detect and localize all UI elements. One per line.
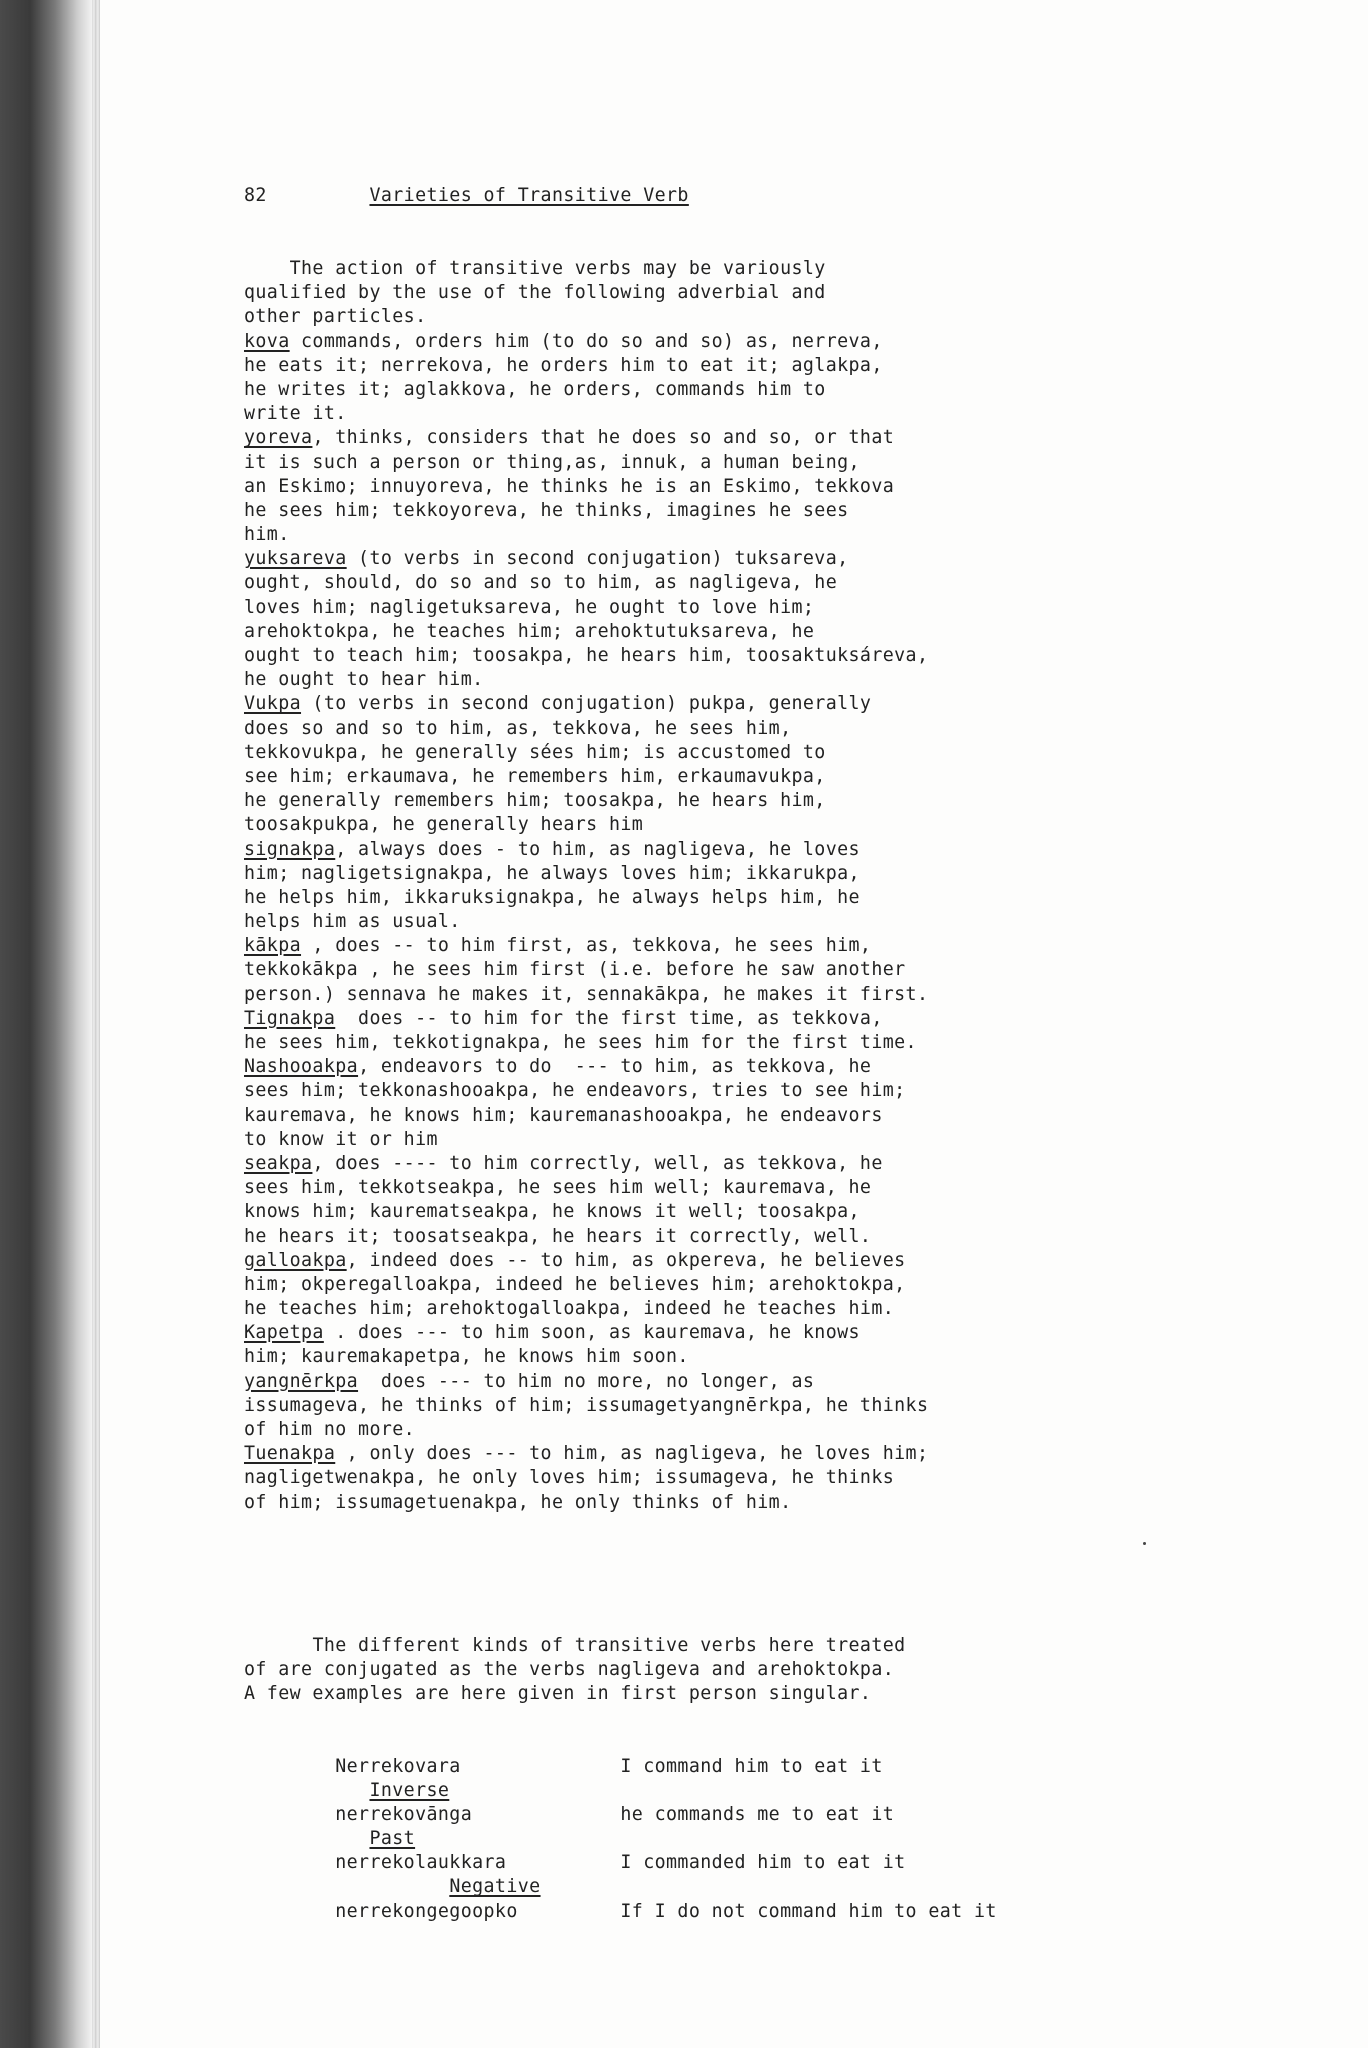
line-text: arehoktokpa, he teaches him; arehoktutuksareva, he (244, 620, 815, 642)
line-text: he teaches him; arehoktogalloakpa, indeed he teaches him. (244, 1298, 895, 1320)
tense-label: Inverse (369, 1779, 450, 1801)
line-text: to know it or him (244, 1128, 438, 1150)
body-line (244, 571, 1124, 595)
body-line (244, 1297, 1124, 1321)
body-line (244, 958, 1124, 982)
body-line (244, 378, 1124, 402)
line-text: kauremava, he knows him; kauremanashooakpa, he endeavors (244, 1104, 883, 1126)
particle-term: Nashooakpa (244, 1056, 359, 1078)
body-line (244, 717, 1124, 741)
body-line (244, 499, 1124, 523)
tense-label: Negative (449, 1876, 541, 1898)
particle-term: yoreva (244, 427, 313, 449)
line-text: write it. (244, 403, 347, 425)
line-text: it is such a person or thing,as, innuk, a human being, (244, 451, 860, 473)
line-text: , thinks, considers that he does so and so, or that (312, 427, 895, 449)
body-line (244, 1442, 1124, 1466)
body-line (244, 1466, 1124, 1490)
line-text: of him no more. (244, 1419, 416, 1440)
line-text: commands, orders him (to do so and so) as, nerreva, (289, 330, 883, 352)
particle-term: Kapetpa (244, 1322, 324, 1344)
body-line (244, 765, 1124, 789)
body-line (244, 1225, 1124, 1249)
example-row (244, 1755, 1124, 1779)
body-line (244, 523, 1124, 547)
body-line (244, 741, 1124, 765)
line-text: tekkokākpa , he sees him first (i.e. before he saw another (244, 959, 906, 981)
body-line (244, 1055, 1124, 1079)
body-line (244, 1345, 1124, 1369)
line-text: tekkovukpa, he generally sées him; is accustomed to (244, 741, 826, 763)
body-line (244, 910, 1124, 934)
body-line (244, 281, 1124, 305)
line-text: he helps him, ikkaruksignakpa, he always helps him, he (244, 886, 860, 908)
page-text (244, 136, 1124, 1948)
line-text: issumageva, he thinks of him; issumagetyangnērkpa, he thinks (244, 1394, 929, 1416)
body-line (244, 692, 1124, 716)
line-text: of are conjugated as the verbs nagligeva and arehoktokpa. (244, 1658, 895, 1680)
body-line (244, 668, 1124, 692)
line-text: , endeavors to do --- to him, as tekkova, he (358, 1056, 872, 1078)
line-text: ought, should, do so and so to him, as nagligeva, he (244, 572, 838, 594)
page-title: Varieties of Transitive Verb (369, 185, 689, 207)
speck (1143, 1542, 1146, 1545)
line-text: ought to teach him; toosakpa, he hears him, toosaktuksáreva, (244, 645, 929, 666)
body-line (244, 1152, 1124, 1176)
line-text: see him; erkaumava, he remembers him, erkaumavukpa, (244, 765, 826, 787)
body-line (244, 451, 1124, 475)
body-line (244, 305, 1124, 329)
line-text: he ought to hear him. (244, 669, 484, 691)
line-text: sees him; tekkonashooakpa, he endeavors, tries to see him; (244, 1080, 906, 1102)
line-text: does so and so to him, as, tekkova, he sees him, (244, 717, 792, 739)
body-line (244, 1249, 1124, 1273)
particle-term: Tuenakpa (244, 1443, 336, 1465)
body-line (244, 813, 1124, 837)
line-text: nagligetwenakpa, he only loves him; issumageva, he thinks (244, 1467, 895, 1489)
line-text: , does ---- to him correctly, well, as tekkova, he (312, 1152, 883, 1174)
body-line (244, 1321, 1124, 1345)
body-line (244, 1007, 1124, 1031)
body-line (244, 886, 1124, 910)
line-text: does --- to him no more, no longer, as (358, 1370, 815, 1392)
page-edge (92, 0, 100, 2048)
body-line (244, 1176, 1124, 1200)
line-text: A few examples are here given in first person singular. (244, 1682, 872, 1704)
closing-line (244, 1634, 1124, 1658)
body-line (244, 838, 1124, 862)
closing-line (244, 1658, 1124, 1682)
line-text: knows him; kaurematseakpa, he knows it well; toosakpa, (244, 1201, 860, 1223)
line-text: him; kauremakapetpa, he knows him soon. (244, 1346, 689, 1368)
body-line (244, 1128, 1124, 1152)
body-line (244, 789, 1124, 813)
line-text: qualified by the use of the following adverbial and (244, 282, 826, 304)
line-text: (to verbs in second conjugation) pukpa, generally (301, 693, 872, 715)
header-line (244, 184, 1124, 208)
line-text: he sees him; tekkoyoreva, he thinks, imagines he sees (244, 499, 849, 521)
line-text: , indeed does -- to him, as okpereva, he believes (346, 1249, 906, 1271)
example-word: nerrekongegoopko (335, 1900, 518, 1922)
particle-term: seakpa (244, 1152, 313, 1174)
body-line (244, 547, 1124, 571)
body-text (244, 257, 1124, 1515)
line-text: toosakpukpa, he generally hears him (244, 814, 644, 836)
tense-label: Past (369, 1828, 416, 1850)
particle-term: Vukpa (244, 693, 302, 715)
line-text: him; okperegalloakpa, indeed he believes him; arehoktokpa, (244, 1273, 906, 1295)
body-line (244, 1394, 1124, 1418)
example-gloss: If I do not command him to eat it (620, 1900, 997, 1922)
line-text: he generally remembers him; toosakpa, he hears him, (244, 790, 826, 812)
body-line (244, 862, 1124, 886)
line-text: helps him as usual. (244, 911, 461, 933)
particle-term: galloakpa (244, 1249, 347, 1271)
line-text: . does --- to him soon, as kauremava, he knows (323, 1322, 860, 1344)
particle-term: kākpa (244, 935, 302, 957)
line-text: , always does - to him, as nagligeva, he loves (335, 838, 860, 860)
example-label (244, 1779, 1124, 1803)
line-text: loves him; nagligetuksareva, he ought to love him; (244, 596, 815, 618)
line-text: The action of transitive verbs may be variously (289, 258, 826, 279)
line-text: he writes it; aglakkova, he orders, commands him to (244, 378, 826, 400)
example-row (244, 1900, 1124, 1924)
line-text: The different kinds of transitive verbs here treated (312, 1634, 906, 1656)
example-gloss: I command him to eat it (620, 1755, 883, 1777)
line-text: he sees him, tekkotignakpa, he sees him for the first time. (244, 1032, 917, 1053)
particle-term: signakpa (244, 838, 336, 860)
body-line (244, 257, 1124, 281)
closing-line (244, 1682, 1124, 1706)
example-word: nerrekolaukkara (335, 1852, 507, 1874)
book-binding (0, 0, 92, 2048)
particle-term: yangnērkpa (244, 1370, 359, 1392)
line-text: (to verbs in second conjugation) tuksareva, (346, 548, 849, 570)
body-line (244, 1273, 1124, 1297)
line-text: person.) sennava he makes it, sennakākpa, he makes it first. (244, 983, 929, 1005)
body-line (244, 620, 1124, 644)
line-text: other particles. (244, 306, 427, 328)
example-label (244, 1827, 1124, 1851)
example-row (244, 1803, 1124, 1827)
example-word: nerrekovānga (335, 1803, 473, 1825)
body-line (244, 1418, 1124, 1442)
line-text: he hears it; toosatseakpa, he hears it correctly, well. (244, 1225, 872, 1247)
body-line (244, 354, 1124, 378)
line-text: him. (244, 524, 290, 546)
body-line (244, 1491, 1124, 1515)
body-line (244, 1370, 1124, 1394)
body-line (244, 596, 1124, 620)
example-word: Nerrekovara (335, 1755, 461, 1777)
line-text: an Eskimo; innuyoreva, he thinks he is an Eskimo, tekkova (244, 475, 895, 497)
particle-term: yuksareva (244, 548, 347, 570)
line-text: sees him, tekkotseakpa, he sees him well; kauremava, he (244, 1177, 872, 1199)
line-text: does -- to him for the first time, as tekkova, (335, 1007, 883, 1029)
body-line (244, 1031, 1124, 1055)
line-text: he eats it; nerrekova, he orders him to eat it; aglakpa, (244, 354, 883, 376)
page-number: 82 (244, 185, 267, 207)
example-gloss: I commanded him to eat it (620, 1852, 906, 1874)
body-line (244, 475, 1124, 499)
particle-term: Tignakpa (244, 1007, 336, 1029)
paragraph-gap (244, 1563, 1124, 1585)
body-line (244, 402, 1124, 426)
body-line (244, 1079, 1124, 1103)
body-line (244, 426, 1124, 450)
line-text: , does -- to him first, as, tekkova, he sees him, (301, 935, 872, 957)
line-text: , only does --- to him, as nagligeva, he loves him; (335, 1443, 929, 1465)
example-gloss: he commands me to eat it (620, 1803, 895, 1825)
example-row (244, 1851, 1124, 1875)
body-line (244, 330, 1124, 354)
body-line (244, 934, 1124, 958)
body-line (244, 1104, 1124, 1128)
example-label (244, 1875, 1124, 1899)
body-line (244, 983, 1124, 1007)
particle-term: kova (244, 330, 290, 352)
line-text: him; nagligetsignakpa, he always loves him; ikkarukpa, (244, 862, 860, 884)
examples-block (244, 1755, 1124, 1924)
line-text: of him; issumagetuenakpa, he only thinks of him. (244, 1491, 792, 1513)
body-line (244, 644, 1124, 668)
closing-paragraph (244, 1634, 1124, 1707)
body-line (244, 1200, 1124, 1224)
